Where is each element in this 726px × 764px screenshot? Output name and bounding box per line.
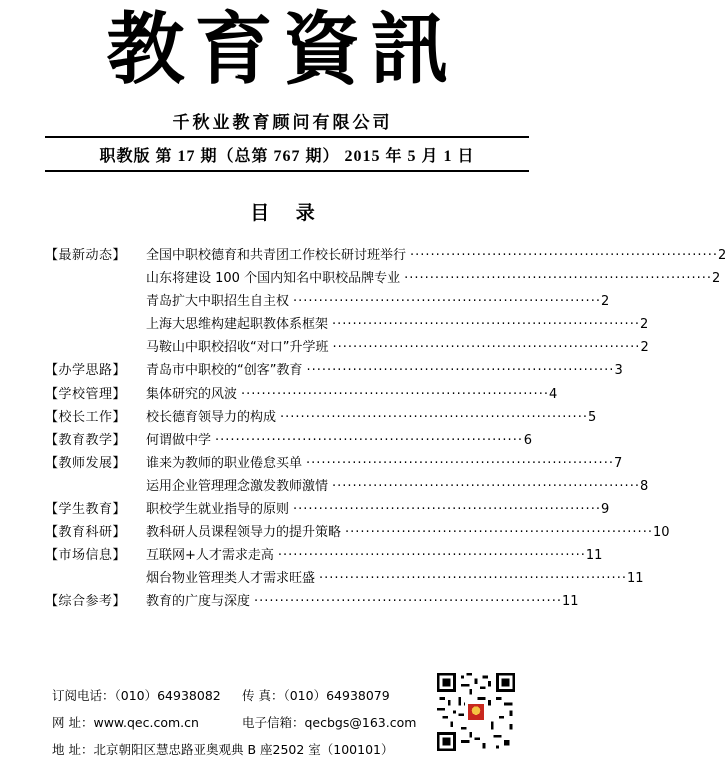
toc-entry-title: 职校学生就业指导的原则	[146, 502, 290, 518]
toc-leader-dots: ····························································	[241, 386, 549, 402]
toc-page-number: 2	[639, 317, 649, 333]
fax-number: 传 真：（010）64938079	[242, 688, 390, 703]
toc-entry-title: 何谓做中学	[146, 432, 212, 448]
toc-row	[45, 590, 579, 613]
toc-entry-title: 马鞍山中职校招收“对口”升学班	[146, 340, 329, 356]
toc-category: 【校长工作】	[45, 409, 127, 425]
toc-entry-title: 互联网+人才需求走高	[146, 548, 274, 564]
toc-leader-dots: ····························································	[332, 478, 640, 494]
toc-entry[interactable]	[146, 406, 597, 429]
toc-leader-dots: ····························································	[277, 548, 586, 564]
company-name: 千秋业教育顾问有限公司	[172, 113, 393, 132]
toc-row	[45, 475, 649, 498]
toc-category: 【办学思路】	[45, 363, 127, 379]
top-rule	[45, 136, 529, 138]
toc-row	[45, 521, 670, 544]
toc-entry[interactable]	[146, 290, 610, 313]
toc-entry-title: 山东将建设 100 个国内知名中职校品牌专业	[146, 271, 401, 287]
toc-entry-title: 青岛市中职校的“创客”教育	[146, 363, 303, 379]
toc-entry-title: 教育的广度与深度	[146, 594, 251, 610]
toc-leader-dots: ····························································	[345, 525, 653, 541]
toc-page-number: 2	[640, 340, 649, 356]
subscribe-phone: 订阅电话：（010）64938082	[52, 688, 221, 703]
toc-page-number: 10	[652, 525, 670, 541]
toc-leader-dots: ····························································	[293, 294, 601, 310]
toc-entry[interactable]	[146, 383, 558, 406]
toc-entry[interactable]	[146, 336, 649, 359]
toc-entry-title: 烟台物业管理类人才需求旺盛	[146, 571, 316, 587]
toc-entry-title: 教科研人员课程领导力的提升策略	[146, 525, 342, 541]
table-of-contents	[45, 244, 726, 614]
toc-leader-dots: ····························································	[280, 409, 588, 425]
toc-entry-title: 全国中职校德育和共青团工作校长研讨班举行	[146, 248, 407, 263]
toc-entry[interactable]	[146, 521, 670, 544]
toc-leader-dots: ····························································	[254, 594, 562, 610]
toc-row	[45, 567, 644, 590]
toc-entry[interactable]	[146, 475, 649, 498]
toc-entry[interactable]	[146, 267, 721, 290]
toc-entry[interactable]	[146, 359, 623, 382]
toc-entry-title: 校长德育领导力的构成	[146, 409, 277, 425]
toc-leader-dots: ····························································	[319, 571, 627, 587]
website[interactable]: 网 址：www.qec.com.cn	[52, 715, 199, 730]
toc-row	[45, 244, 726, 267]
toc-entry[interactable]	[146, 452, 623, 475]
toc-row	[45, 267, 721, 290]
qr-code-icon	[437, 673, 515, 751]
toc-leader-dots: ····························································	[410, 248, 718, 263]
toc-row	[45, 290, 610, 313]
toc-entry-title: 上海大思维构建起职教体系框架	[146, 317, 329, 333]
toc-heading	[0, 198, 565, 225]
toc-row	[45, 498, 610, 521]
toc-page-number: 5	[587, 409, 597, 425]
toc-row	[45, 313, 649, 336]
email[interactable]: 电子信箱：qecbgs@163.com	[242, 715, 417, 730]
toc-leader-dots: ····························································	[332, 340, 641, 356]
toc-row	[45, 336, 649, 359]
toc-entry[interactable]	[146, 313, 649, 336]
address: 地 址：北京朝阳区慧忠路亚奥观典 B 座2502 室（100101）	[52, 742, 394, 757]
toc-leader-dots: ····························································	[404, 271, 713, 287]
toc-leader-dots: ····························································	[215, 432, 523, 448]
toc-entry[interactable]	[146, 429, 532, 452]
toc-leader-dots: ····························································	[306, 455, 614, 471]
toc-category: 【学校管理】	[45, 386, 127, 402]
issue-line: 职教版 第 17 期（总第 767 期） 2015 年 5 月 1 日	[99, 148, 475, 165]
toc-page-number: 9	[600, 502, 610, 518]
toc-page-number: 2	[712, 271, 721, 287]
toc-page-number: 7	[613, 455, 623, 471]
toc-category: 【学生教育】	[45, 502, 127, 518]
toc-page-number: 11	[561, 594, 579, 610]
toc-row	[45, 406, 597, 429]
toc-entry[interactable]	[146, 590, 579, 613]
toc-page-number: 11	[585, 548, 603, 564]
toc-row	[45, 359, 623, 382]
toc-page-number: 4	[548, 386, 558, 402]
toc-entry[interactable]	[146, 544, 603, 567]
toc-row	[45, 383, 558, 406]
toc-leader-dots: ····························································	[332, 317, 640, 333]
toc-page-number: 8	[639, 478, 649, 494]
toc-row	[45, 429, 532, 452]
toc-heading-text: 目 录	[250, 202, 315, 224]
toc-entry-title: 谁来为教师的职业倦怠买单	[146, 455, 303, 471]
toc-category: 【教育科研】	[45, 525, 127, 541]
toc-page-number: 2	[717, 248, 726, 263]
toc-page-number: 6	[523, 432, 532, 448]
toc-category: 【教育教学】	[45, 432, 127, 448]
toc-page-number: 3	[614, 363, 623, 379]
toc-entry-title: 集体研究的风波	[146, 386, 238, 402]
toc-entry[interactable]	[146, 498, 610, 521]
toc-entry-title: 运用企业管理理念激发教师激情	[146, 478, 329, 494]
toc-row	[45, 544, 603, 567]
toc-entry[interactable]	[146, 567, 644, 590]
toc-page-number: 2	[600, 294, 610, 310]
toc-leader-dots: ····························································	[306, 363, 615, 379]
toc-category: 【综合参考】	[45, 594, 127, 610]
toc-row	[45, 452, 623, 475]
masthead-title: 教育資訊	[106, 4, 459, 95]
bottom-rule	[45, 170, 529, 172]
toc-page-number: 11	[626, 571, 644, 587]
toc-entry-title: 青岛扩大中职招生自主权	[146, 294, 290, 310]
toc-category: 【最新动态】	[45, 248, 127, 263]
toc-category: 【市场信息】	[45, 548, 127, 564]
toc-entry[interactable]	[146, 244, 726, 267]
toc-leader-dots: ····························································	[293, 502, 601, 518]
toc-category: 【教师发展】	[45, 455, 127, 471]
